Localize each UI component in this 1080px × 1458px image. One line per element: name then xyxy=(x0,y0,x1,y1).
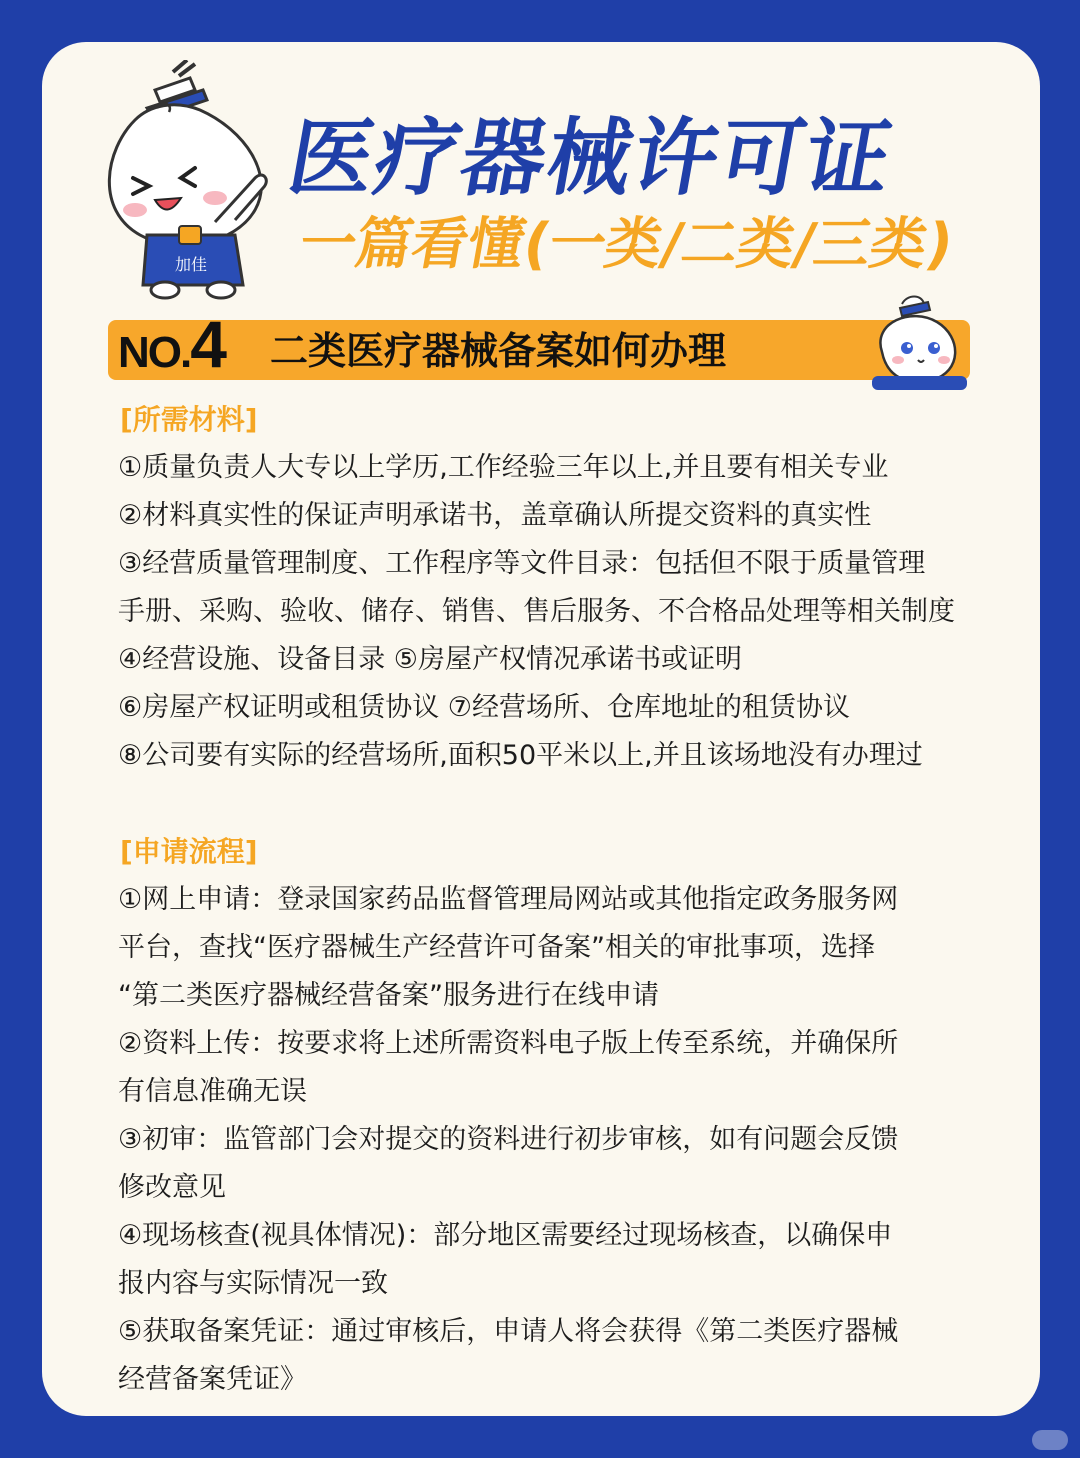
list-item: 有信息准确无误 xyxy=(118,1076,307,1107)
list-item: ③初审：监管部门会对提交的资料进行初步审核，如有问题会反馈 xyxy=(118,1124,899,1155)
materials-list xyxy=(118,444,988,780)
page-title: 医疗器械许可证 xyxy=(281,109,901,207)
list-item: 修改意见 xyxy=(118,1172,226,1203)
list-item: ①网上申请：登录国家药品监督管理局网站或其他指定政务服务网 xyxy=(118,884,899,915)
mascot-badge-text: 加佳 xyxy=(174,255,208,274)
watermark-logo xyxy=(1032,1430,1068,1450)
list-item: 手册、采购、验收、储存、销售、售后服务、不合格品处理等相关制度 xyxy=(118,596,955,627)
page-subtitle: 一篇看懂(一类/二类/三类) xyxy=(294,212,958,277)
list-item: ②资料上传：按要求将上述所需资料电子版上传至系统，并确保所 xyxy=(118,1028,899,1059)
section-number-value: 4 xyxy=(190,307,227,381)
list-item: ③经营质量管理制度、工作程序等文件目录：包括但不限于质量管理 xyxy=(118,548,926,579)
list-item: “第二类医疗器械经营备案”服务进行在线申请 xyxy=(118,980,659,1011)
list-item: 经营备案凭证》 xyxy=(118,1364,307,1395)
list-item: ⑧公司要有实际的经营场所,面积50平米以上,并且该场地没有办理过 xyxy=(118,740,923,771)
section-number xyxy=(118,306,227,386)
dumpling-mascot-illustration xyxy=(95,60,285,300)
section-number-prefix: NO. xyxy=(118,328,191,377)
section-banner-title: 二类医疗器械备案如何办理 xyxy=(270,329,727,373)
process-heading: [申请流程] xyxy=(120,835,258,868)
list-item: ④现场核查(视具体情况)：部分地区需要经过现场核查，以确保申 xyxy=(118,1220,893,1251)
list-item: 报内容与实际情况一致 xyxy=(118,1268,388,1299)
small-mascot-illustration xyxy=(862,292,972,392)
list-item: ①质量负责人大专以上学历,工作经验三年以上,并且要有相关专业 xyxy=(118,452,889,483)
list-item: ④经营设施、设备目录 ⑤房屋产权情况承诺书或证明 xyxy=(118,644,742,675)
list-item: 平台，查找“医疗器械生产经营许可备案”相关的审批事项，选择 xyxy=(118,932,875,963)
list-item: ⑤获取备案凭证：通过审核后，申请人将会获得《第二类医疗器械 xyxy=(118,1316,899,1347)
list-item: ②材料真实性的保证声明承诺书，盖章确认所提交资料的真实性 xyxy=(118,500,872,531)
materials-heading: [所需材料] xyxy=(120,403,258,436)
list-item: ⑥房屋产权证明或租赁协议 ⑦经营场所、仓库地址的租赁协议 xyxy=(118,692,850,723)
process-list xyxy=(118,876,988,1404)
